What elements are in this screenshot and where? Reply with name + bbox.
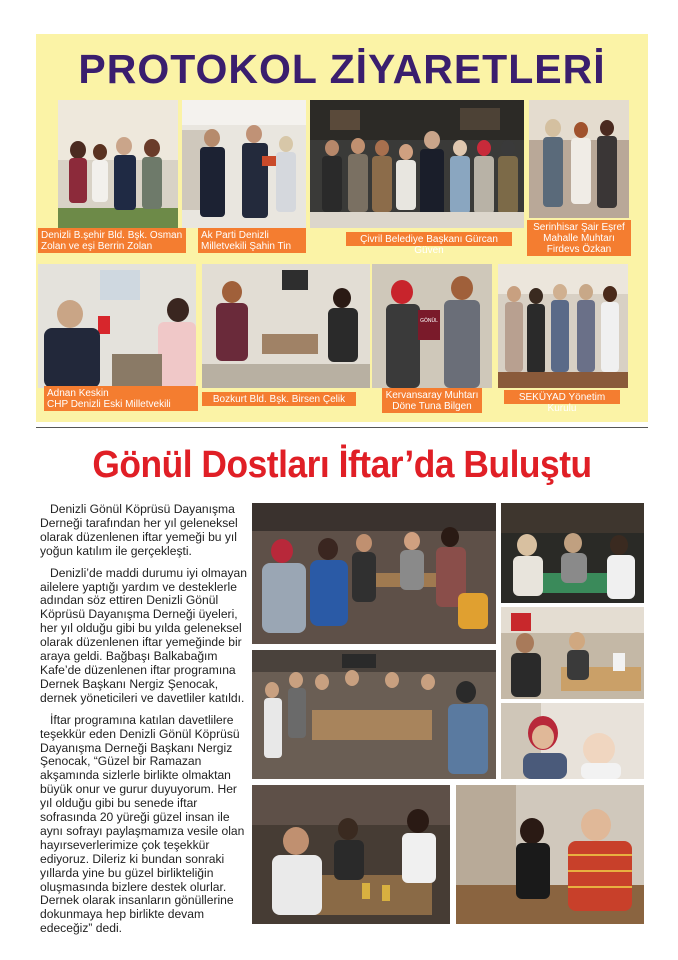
photo-tin-image bbox=[182, 100, 306, 228]
photo-bilgen bbox=[372, 264, 492, 388]
photo-keskin bbox=[38, 264, 196, 388]
caption-sekuyad bbox=[504, 390, 620, 414]
photo-celik bbox=[202, 264, 370, 388]
caption-line: Mahalle Muhtarı bbox=[543, 233, 615, 244]
caption-line: Adnan Keskin bbox=[47, 388, 109, 399]
caption-guven bbox=[346, 232, 512, 256]
caption-keskin bbox=[44, 386, 198, 411]
photo-zolan bbox=[58, 100, 178, 228]
photo-celik-image bbox=[202, 264, 370, 388]
caption-zolan bbox=[38, 228, 186, 253]
photo-sekuyad bbox=[498, 264, 628, 388]
photo-guven bbox=[310, 100, 524, 228]
photo-bilgen-image bbox=[372, 264, 492, 388]
iftar-photo-4 bbox=[252, 650, 496, 779]
iftar-photo-6 bbox=[252, 785, 450, 924]
iftar-photo-7 bbox=[456, 785, 644, 924]
iftar-photo-5 bbox=[501, 703, 644, 779]
caption-bilgen bbox=[382, 388, 482, 413]
photo-zolan-image bbox=[58, 100, 178, 228]
iftar-photo-6-image bbox=[252, 785, 450, 924]
photo-tin bbox=[182, 100, 306, 228]
article-body bbox=[40, 503, 248, 944]
article-headline: Gönül Dostları İftar’da Buluştu bbox=[92, 444, 592, 486]
iftar-photo-7-image bbox=[456, 785, 644, 924]
iftar-photo-3-image bbox=[501, 607, 644, 699]
article-paragraph: Denizli’de maddi durumu iyi olmayan ailelere yaptığı yardım ve desteklerle adından söz ettiren Denizli Gönül Köprüsü Dayanışma Derneği üyeleri, her yıl olduğu gibi bu yılda geleneksel olarak düzenlenen iftar yemeğinde bir araya geldi. Bağbaşı Balkabağım Kafe’de düzenlenen iftar programına Dernek Başkanı Nergiz Şenocak, dernek yöneticileri ve davetliler katıldı. bbox=[40, 565, 247, 705]
section-title: PROTOKOL ZİYARETLERİ bbox=[78, 46, 606, 92]
caption-line: Serinhisar Şair Eşref bbox=[533, 222, 625, 233]
section-divider bbox=[36, 427, 648, 428]
caption-line: Milletvekili Şahin Tin bbox=[201, 241, 292, 252]
caption-line: Bozkurt Bld. Bşk. Birsen Çelik bbox=[212, 394, 346, 405]
book-label: GÖNÜL bbox=[420, 318, 438, 324]
caption-line: Zolan ve eşi Berrin Zolan bbox=[41, 241, 153, 252]
iftar-photo-5-image bbox=[501, 703, 644, 779]
iftar-photo-2 bbox=[501, 503, 644, 603]
caption-line: Çivril Belediye Başkanı Gürcan Güven bbox=[360, 234, 498, 256]
caption-line: Kervansaray Muhtarı bbox=[385, 390, 479, 401]
article-paragraph: İftar programına katılan davetlilere teşekkür eden Denizli Gönül Köprüsü Dayanışma Derneği Başkanı Nergiz Şenocak, “Güzel bir Ramazan akşamında sizlerle birlikte olmaktan büyük onur ve gurur duyuyorum. Her yıl olduğu gibi bu senede iftar sofrasında 20 yüreği güzel insan ile aynı sofrayı paylaşmamıza vesile olan hayırseverlerimize çok teşekkür ediyoruz. Dileriz ki bundan sonraki yıllarda yine bu güzel birlikteliğin oluşmasında bizlere destek olurlar. Dernek olarak insanların gönüllerine dokunmaya hep birlikte devam edeceğiz” dedi. bbox=[40, 712, 245, 936]
photo-sekuyad-image bbox=[498, 264, 628, 388]
caption-ozkan bbox=[527, 220, 631, 256]
caption-line: Denizli B.şehir Bld. Bşk. Osman bbox=[41, 230, 183, 241]
iftar-photo-3 bbox=[501, 607, 644, 699]
caption-celik bbox=[202, 392, 356, 406]
iftar-photo-1-image bbox=[252, 503, 496, 644]
caption-line: Ak Parti Denizli bbox=[201, 230, 269, 241]
caption-tin bbox=[198, 228, 306, 253]
photo-ozkan bbox=[529, 100, 629, 218]
caption-line: Döne Tuna Bilgen bbox=[392, 401, 472, 412]
iftar-photo-1 bbox=[252, 503, 496, 644]
article-paragraph: Denizli Gönül Köprüsü Dayanışma Derneği tarafından her yıl geleneksel olarak düzenlenen iftar yemeği bu yıl yoğun katılım ile gerçekleşti. bbox=[40, 502, 238, 558]
caption-line: SEKÜYAD Yönetim Kurulu bbox=[518, 392, 606, 414]
protocol-visits-panel bbox=[36, 34, 648, 422]
iftar-photo-4-image bbox=[252, 650, 496, 779]
photo-keskin-image bbox=[38, 264, 196, 388]
caption-line: Firdevs Özkan bbox=[546, 244, 612, 255]
caption-line: CHP Denizli Eski Milletvekili bbox=[47, 399, 171, 410]
photo-ozkan-image bbox=[529, 100, 629, 218]
photo-guven-image bbox=[310, 100, 524, 228]
iftar-photo-2-image bbox=[501, 503, 644, 603]
